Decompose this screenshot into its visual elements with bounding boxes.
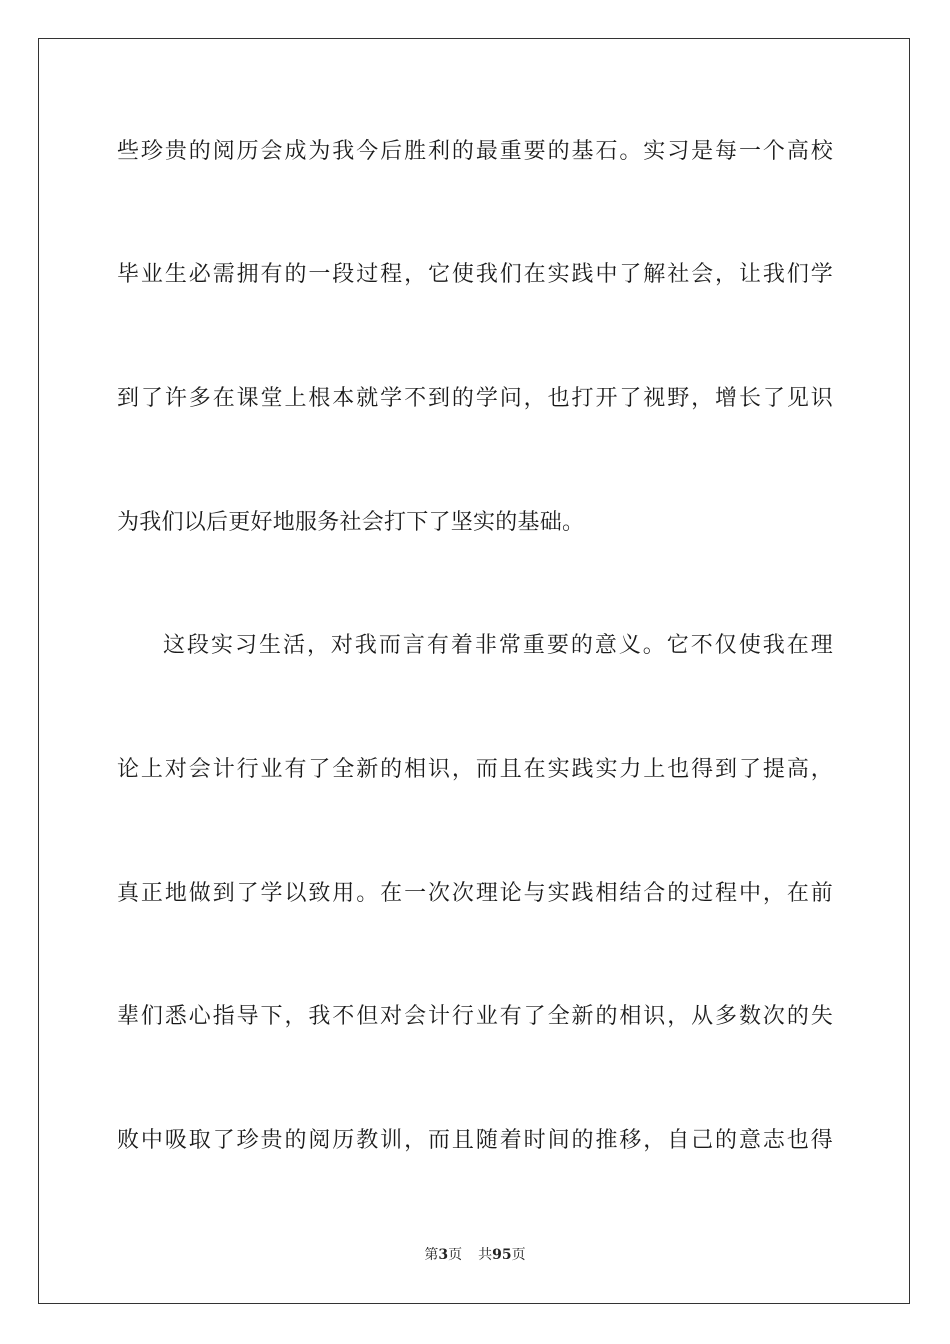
text-line-3: 到了许多在课堂上根本就学不到的学问，也打开了视野，增长了见识 <box>117 386 833 411</box>
total-pages: 95 <box>492 1247 512 1263</box>
text-line-7: 真正地做到了学以致用。在一次次理论与实践相结合的过程中，在前 <box>117 881 833 906</box>
text-line-1: 些珍贵的阅历会成为我今后胜利的最重要的基石。实习是每一个高校 <box>117 139 833 164</box>
page-number: 3 <box>438 1247 449 1263</box>
page-prefix: 第 <box>424 1247 439 1263</box>
page-footer <box>0 1246 950 1264</box>
text-line-6: 论上对会计行业有了全新的相识，而且在实践实力上也得到了提高， <box>117 757 833 782</box>
text-line-4: 为我们以后更好地服务社会打下了坚实的基础。 <box>117 510 585 535</box>
text-line-8: 辈们悉心指导下，我不但对会计行业有了全新的相识，从多数次的失 <box>117 1004 833 1029</box>
page-suffix: 页 <box>448 1247 463 1263</box>
total-prefix: 共 <box>478 1247 493 1263</box>
text-line-2: 毕业生必需拥有的一段过程，它使我们在实践中了解社会，让我们学 <box>117 262 833 287</box>
total-suffix: 页 <box>511 1247 526 1263</box>
page-border <box>38 38 910 1304</box>
text-line-9: 败中吸取了珍贵的阅历教训，而且随着时间的推移，自己的意志也得 <box>117 1128 833 1153</box>
text-line-5-paragraph-start: 这段实习生活，对我而言有着非常重要的意义。它不仅使我在理 <box>163 633 833 658</box>
